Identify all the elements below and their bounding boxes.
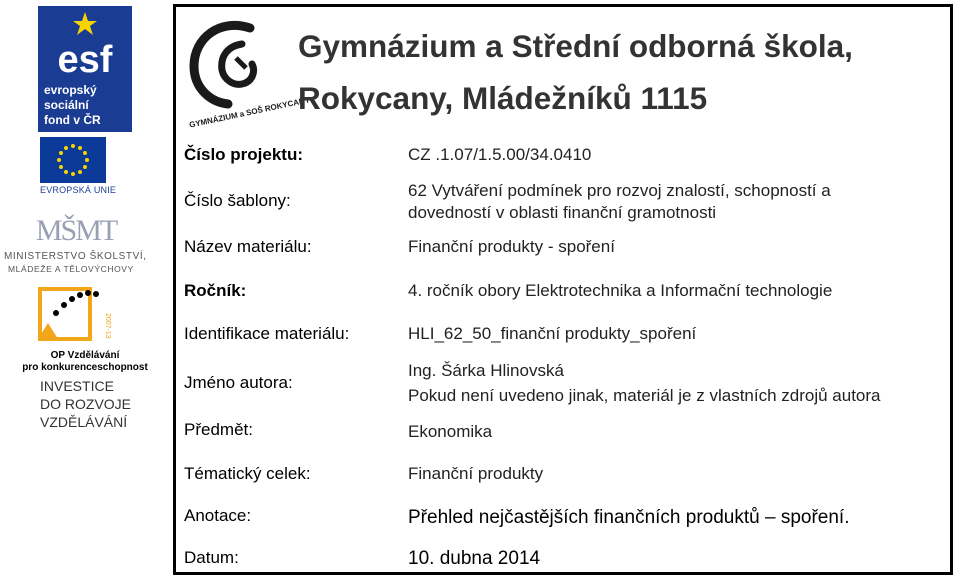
eu-label: EVROPSKÁ UNIE bbox=[40, 185, 117, 195]
invest-slogan bbox=[40, 377, 131, 431]
msmt-line-1: MINISTERSTVO ŠKOLSTVÍ, bbox=[4, 251, 147, 262]
label-subject: Předmět: bbox=[184, 420, 253, 439]
label-author: Jméno autora: bbox=[184, 373, 293, 392]
esf-logo bbox=[38, 6, 132, 132]
label-annotation: Anotace: bbox=[184, 506, 252, 525]
value-project-number: CZ .1.07/1.5.00/34.0410 bbox=[408, 145, 592, 164]
label-topic: Tématický celek: bbox=[184, 464, 311, 483]
value-material-id: HLI_62_50_finanční produkty_spoření bbox=[408, 324, 697, 343]
value-topic: Finanční produkty bbox=[408, 464, 544, 483]
op-year: 2007-13 bbox=[104, 313, 111, 339]
op-line-1: OP Vzdělávání bbox=[50, 350, 120, 361]
value-date: 10. dubna 2014 bbox=[408, 548, 541, 569]
value-template-line-2: dovedností v oblasti finanční gramotnosti bbox=[408, 203, 717, 222]
msmt-logo bbox=[36, 204, 116, 250]
msmt-logo-text: MŠMT bbox=[35, 214, 117, 247]
esf-subtitle-1: evropský bbox=[44, 83, 97, 97]
value-author-note: Pokud není uvedeno jinak, materiál je z vlastních zdrojů autora bbox=[408, 386, 881, 405]
value-author: Ing. Šárka Hlinovská bbox=[408, 361, 564, 380]
school-title bbox=[298, 20, 853, 124]
op-line-2: pro konkurenceschopnost bbox=[22, 362, 148, 373]
logo-column bbox=[0, 0, 170, 584]
op-vzdelavani-logo bbox=[36, 283, 116, 349]
school-title-line-1: Gymnázium a Střední odborná škola, bbox=[298, 28, 853, 64]
value-grade: 4. ročník obory Elektrotechnika a Informační technologie bbox=[408, 281, 833, 300]
esf-subtitle-2: sociální bbox=[44, 98, 89, 112]
eu-flag-icon bbox=[40, 137, 106, 183]
value-template-line-1: 62 Vytváření podmínek pro rozvoj znalostí, schopností a bbox=[408, 181, 831, 200]
value-template-number bbox=[408, 180, 928, 224]
school-logo bbox=[180, 14, 311, 130]
esf-logo-text: esf bbox=[57, 39, 113, 81]
value-annotation: Přehled nejčastějších finančních produktů – spoření. bbox=[408, 507, 850, 528]
label-date: Datum: bbox=[184, 548, 239, 567]
label-grade: Ročník: bbox=[184, 281, 247, 300]
school-title-line-2: Rokycany, Mládežníků 1115 bbox=[298, 80, 708, 116]
label-project-number: Číslo projektu: bbox=[184, 145, 304, 164]
invest-line-3: VZDĚLÁVÁNÍ bbox=[40, 414, 128, 430]
value-material-name: Finanční produkty - spoření bbox=[408, 237, 615, 256]
value-subject: Ekonomika bbox=[408, 422, 493, 441]
invest-line-2: DO ROZVOJE bbox=[40, 396, 132, 412]
school-logo-text: GYMNÁZIUM a SOŠ ROKYCANY bbox=[188, 95, 311, 130]
msmt-line-2: MLÁDEŽE A TĚLOVÝCHOVY bbox=[8, 264, 134, 274]
label-template-number: Číslo šablony: bbox=[184, 191, 291, 210]
esf-subtitle-3: fond v ČR bbox=[44, 113, 101, 127]
label-material-id: Identifikace materiálu: bbox=[184, 324, 350, 343]
label-material-name: Název materiálu: bbox=[184, 237, 312, 256]
invest-line-1: INVESTICE bbox=[40, 378, 114, 394]
